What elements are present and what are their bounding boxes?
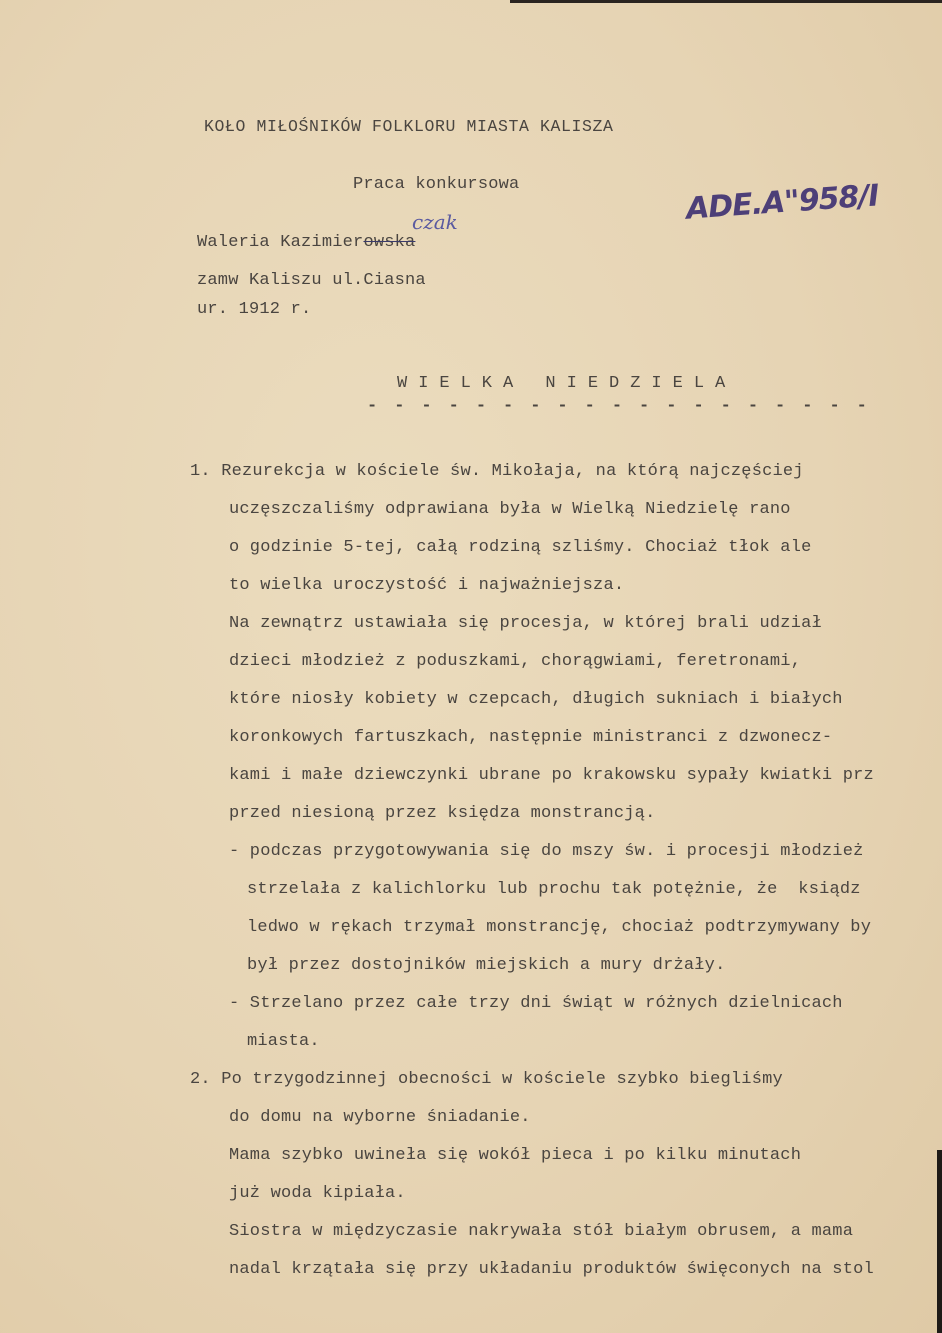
text-line: Na zewnątrz ustawiała się procesja, w której brali udział [229,614,822,633]
text-line: które niosły kobiety w czepcach, długich sukniach i białych [229,690,843,709]
text-line: nadal krzątała się przy układaniu produktów święconych na stol [229,1260,874,1279]
text-line: 1. Rezurekcja w kościele św. Mikołaja, na którą najczęściej [190,462,804,481]
document-subtitle: Praca konkursowa [353,175,520,194]
text-line: do domu na wyborne śniadanie. [229,1108,531,1127]
text-line: koronkowych fartuszkach, następnie ministranci z dzwonecz- [229,728,833,747]
text-line: kami i małe dziewczynki ubrane po krakowsku sypały kwiatki prz [229,766,874,785]
text-line: Mama szybko uwineła się wokół pieca i po kilku minutach [229,1146,802,1165]
text-line: - podczas przygotowywania się do mszy św. i procesji młodzież [229,842,864,861]
scan-edge-right [937,1150,942,1333]
author-name [197,233,415,252]
document-title: WIELKA NIEDZIELA [397,374,737,393]
text-line: przed niesioną przez księdza monstrancją. [229,804,656,823]
text-line: Siostra w międzyczasie nakrywała stół białym obrusem, a mama [229,1222,854,1241]
author-name-typed: Waleria Kazimier [197,233,364,252]
text-line: - Strzelano przez całe trzy dni świąt w różnych dzielnicach [229,994,843,1013]
title-underline: - - - - - - - - - - - - - - - - - - - [367,397,871,416]
author-address: zamw Kaliszu ul.Ciasna [197,271,426,290]
text-line: 2. Po trzygodzinnej obecności w kościele szybko biegliśmy [190,1070,783,1089]
text-line: to wielka uroczystość i najważniejsza. [229,576,625,595]
organization-header: KOŁO MIŁOŚNIKÓW FOLKLORU MIASTA KALISZA [204,117,614,136]
archive-signature: ADE.A"958/I [685,178,880,227]
text-line: uczęszczaliśmy odprawiana była w Wielką Niedzielę rano [229,500,791,519]
text-line: strzelała z kalichlorku lub prochu tak potężnie, że ksiądz [247,880,861,899]
author-name-struck: owska [363,233,416,252]
text-line: miasta. [247,1032,320,1051]
text-line: ledwo w rękach trzymał monstrancję, chociaż podtrzymywany by [247,918,872,937]
scan-edge-top [510,0,942,3]
author-birth-year: ur. 1912 r. [197,300,312,319]
handwritten-name-correction: czak [412,210,458,234]
text-line: już woda kipiała. [229,1184,406,1203]
text-line: dzieci młodzież z poduszkami, chorągwiami, feretronami, [229,652,802,671]
text-line: o godzinie 5-tej, całą rodziną szliśmy. Chociaż tłok ale [229,538,812,557]
text-line: był przez dostojników miejskich a mury drżały. [247,956,726,975]
